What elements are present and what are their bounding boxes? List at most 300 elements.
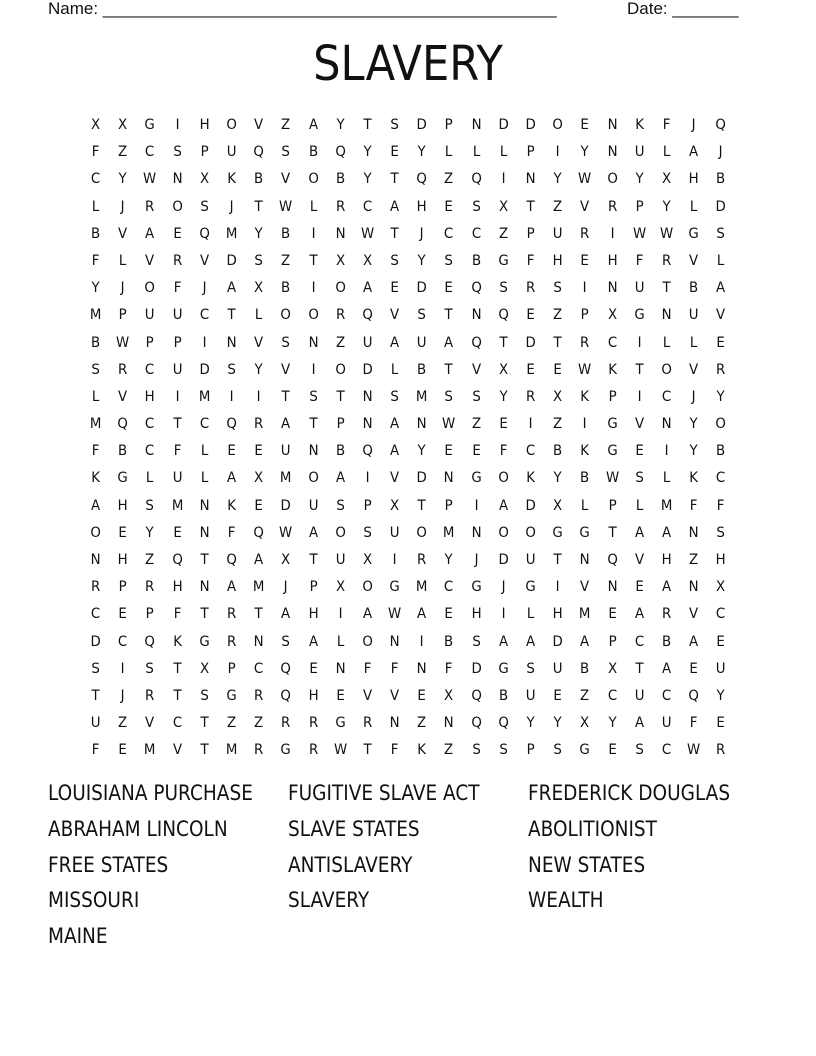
grid-letter[interactable]: L xyxy=(662,144,671,161)
grid-letter[interactable]: X xyxy=(199,171,209,188)
grid-letter[interactable]: Q xyxy=(470,171,482,188)
grid-letter[interactable]: J xyxy=(120,687,125,704)
grid-letter[interactable]: A xyxy=(362,606,373,623)
grid-letter[interactable]: E xyxy=(526,307,535,324)
grid-letter[interactable]: J xyxy=(691,388,696,405)
grid-letter[interactable]: O xyxy=(226,117,237,133)
grid-letter[interactable]: W xyxy=(143,171,157,188)
grid-letter[interactable]: N xyxy=(389,715,400,732)
grid-letter[interactable]: Y xyxy=(689,416,698,433)
grid-letter[interactable]: T xyxy=(200,715,209,732)
grid-letter[interactable]: C xyxy=(90,606,101,623)
grid-letter[interactable]: Q xyxy=(470,334,482,351)
grid-letter[interactable]: X xyxy=(335,252,345,269)
grid-letter[interactable]: E xyxy=(254,443,263,460)
grid-letter[interactable]: O xyxy=(416,524,428,541)
grid-letter[interactable]: S xyxy=(444,252,454,269)
grid-letter[interactable]: M xyxy=(579,606,591,623)
grid-letter[interactable]: T xyxy=(444,307,454,324)
grid-letter[interactable]: D xyxy=(498,117,509,133)
grid-letter[interactable]: E xyxy=(607,606,617,623)
grid-letter[interactable]: C xyxy=(444,579,454,596)
grid-letter[interactable]: V xyxy=(471,361,481,378)
grid-letter[interactable]: P xyxy=(445,117,454,133)
grid-letter[interactable]: A xyxy=(226,280,237,297)
grid-letter[interactable]: T xyxy=(417,497,426,514)
grid-letter[interactable]: Z xyxy=(471,416,481,433)
grid-letter[interactable]: X xyxy=(553,388,563,405)
grid-letter[interactable]: Y xyxy=(254,361,263,378)
grid-letter[interactable]: S xyxy=(471,388,481,405)
grid-letter[interactable]: G xyxy=(552,524,563,541)
grid-letter[interactable]: I xyxy=(392,552,397,568)
grid-letter[interactable]: R xyxy=(308,715,318,732)
grid-letter[interactable]: A xyxy=(498,497,508,514)
grid-letter[interactable]: P xyxy=(145,334,154,351)
grid-letter[interactable]: O xyxy=(171,198,183,215)
grid-letter[interactable]: S xyxy=(526,660,535,677)
grid-letter[interactable]: G xyxy=(389,579,400,596)
grid-letter[interactable]: N xyxy=(253,633,264,650)
grid-letter[interactable]: K xyxy=(607,361,617,378)
grid-letter[interactable]: K xyxy=(227,171,236,188)
grid-letter[interactable]: H xyxy=(416,198,427,215)
grid-letter[interactable]: P xyxy=(173,334,182,351)
grid-letter[interactable]: P xyxy=(118,307,127,324)
grid-letter[interactable]: T xyxy=(281,388,290,405)
grid-letter[interactable]: U xyxy=(552,225,563,242)
grid-letter[interactable]: L xyxy=(91,198,100,215)
grid-letter[interactable]: I xyxy=(555,144,560,161)
grid-letter[interactable]: N xyxy=(90,552,101,568)
grid-letter[interactable]: Q xyxy=(226,416,237,433)
grid-letter[interactable]: Y xyxy=(363,171,372,188)
grid-letter[interactable]: Z xyxy=(444,742,454,759)
grid-letter[interactable]: R xyxy=(308,742,318,759)
grid-letter[interactable]: V xyxy=(145,715,155,732)
grid-letter[interactable]: A xyxy=(91,497,101,514)
grid-letter[interactable]: Z xyxy=(118,144,128,161)
grid-letter[interactable]: O xyxy=(307,470,319,487)
grid-letter[interactable]: Z xyxy=(580,687,590,704)
grid-letter[interactable]: L xyxy=(119,252,127,269)
grid-letter[interactable]: S xyxy=(308,388,318,405)
grid-letter[interactable]: Q xyxy=(253,144,264,161)
grid-letter[interactable]: Z xyxy=(118,715,128,732)
grid-letter[interactable]: R xyxy=(417,552,427,568)
grid-letter[interactable]: N xyxy=(199,524,210,541)
date-field-label[interactable]: Date: _______ xyxy=(627,0,739,18)
grid-letter[interactable]: S xyxy=(471,633,481,650)
grid-letter[interactable]: F xyxy=(662,117,671,133)
grid-letter[interactable]: S xyxy=(417,307,427,324)
grid-letter[interactable]: J xyxy=(501,579,506,596)
grid-letter[interactable]: R xyxy=(607,198,617,215)
grid-letter[interactable]: Q xyxy=(280,660,292,677)
grid-letter[interactable]: T xyxy=(200,606,209,623)
grid-letter[interactable]: Q xyxy=(688,687,699,704)
grid-letter[interactable]: I xyxy=(202,334,207,351)
grid-letter[interactable]: R xyxy=(118,361,128,378)
grid-letter[interactable]: U xyxy=(525,687,536,704)
grid-letter[interactable]: T xyxy=(309,252,318,269)
grid-letter[interactable]: Q xyxy=(470,687,482,704)
grid-letter[interactable]: Y xyxy=(118,171,127,188)
grid-letter[interactable]: W xyxy=(659,225,674,242)
grid-letter[interactable]: G xyxy=(498,252,509,269)
grid-letter[interactable]: X xyxy=(118,117,128,133)
grid-letter[interactable]: I xyxy=(175,117,180,133)
grid-letter[interactable]: X xyxy=(362,552,373,568)
grid-letter[interactable]: C xyxy=(607,334,617,351)
grid-letter[interactable]: O xyxy=(606,171,618,188)
grid-letter[interactable]: C xyxy=(145,361,155,378)
grid-letter[interactable]: Y xyxy=(444,552,454,568)
grid-letter[interactable]: N xyxy=(471,524,482,541)
grid-letter[interactable]: Z xyxy=(553,198,563,215)
grid-letter[interactable]: T xyxy=(635,361,644,378)
grid-letter[interactable]: A xyxy=(634,524,644,541)
grid-letter[interactable]: L xyxy=(662,470,671,487)
grid-letter[interactable]: T xyxy=(526,198,535,215)
grid-letter[interactable]: G xyxy=(606,443,618,460)
grid-letter[interactable]: S xyxy=(471,742,481,759)
grid-letter[interactable]: H xyxy=(552,252,563,269)
grid-letter[interactable]: L xyxy=(390,361,399,378)
grid-letter[interactable]: Y xyxy=(553,171,562,188)
grid-letter[interactable]: S xyxy=(553,742,563,759)
grid-letter[interactable]: S xyxy=(635,742,644,759)
grid-letter[interactable]: R xyxy=(254,742,264,759)
grid-letter[interactable]: Z xyxy=(335,334,345,351)
grid-letter[interactable]: Q xyxy=(226,552,237,568)
grid-letter[interactable]: X xyxy=(580,715,590,732)
grid-letter[interactable]: Q xyxy=(470,715,482,732)
grid-letter[interactable]: S xyxy=(390,252,399,269)
grid-letter[interactable]: R xyxy=(172,252,182,269)
grid-letter[interactable]: G xyxy=(280,742,292,759)
grid-letter[interactable]: C xyxy=(199,416,210,433)
grid-letter[interactable]: F xyxy=(717,497,725,514)
grid-letter[interactable]: R xyxy=(362,715,373,732)
grid-letter[interactable]: L xyxy=(581,497,589,514)
grid-letter[interactable]: H xyxy=(607,252,618,269)
grid-letter[interactable]: E xyxy=(499,416,508,433)
grid-letter[interactable]: E xyxy=(172,524,182,541)
grid-letter[interactable]: S xyxy=(200,198,209,215)
grid-letter[interactable]: V xyxy=(390,307,400,324)
grid-letter[interactable]: G xyxy=(226,687,237,704)
grid-letter[interactable]: L xyxy=(254,307,263,324)
grid-letter[interactable]: K xyxy=(526,470,535,487)
grid-letter[interactable]: R xyxy=(281,715,291,732)
grid-letter[interactable]: U xyxy=(281,443,291,460)
grid-letter[interactable]: C xyxy=(362,198,373,215)
grid-letter[interactable]: N xyxy=(607,280,618,297)
grid-letter[interactable]: V xyxy=(580,579,590,596)
grid-letter[interactable]: G xyxy=(525,579,536,596)
grid-letter[interactable]: S xyxy=(499,280,508,297)
grid-letter[interactable]: V xyxy=(362,687,373,704)
grid-letter[interactable]: Z xyxy=(145,552,155,568)
grid-letter[interactable]: C xyxy=(525,443,536,460)
grid-letter[interactable]: U xyxy=(716,660,726,677)
grid-letter[interactable]: O xyxy=(144,280,156,297)
grid-letter[interactable]: J xyxy=(691,117,696,133)
grid-letter[interactable]: E xyxy=(553,687,562,704)
grid-letter[interactable]: R xyxy=(254,416,264,433)
grid-letter[interactable]: B xyxy=(308,144,318,161)
grid-letter[interactable]: U xyxy=(226,144,237,161)
grid-letter[interactable]: I xyxy=(637,334,642,351)
grid-letter[interactable]: P xyxy=(608,388,617,405)
grid-letter[interactable]: T xyxy=(444,361,454,378)
grid-letter[interactable]: M xyxy=(89,307,102,324)
grid-letter[interactable]: P xyxy=(336,416,345,433)
grid-letter[interactable]: H xyxy=(552,606,563,623)
grid-letter[interactable]: E xyxy=(716,715,726,732)
grid-letter[interactable]: D xyxy=(498,552,509,568)
grid-letter[interactable]: C xyxy=(661,742,672,759)
grid-letter[interactable]: N xyxy=(199,497,210,514)
grid-letter[interactable]: B xyxy=(91,225,101,242)
grid-letter[interactable]: J xyxy=(718,144,723,161)
grid-letter[interactable]: G xyxy=(579,524,591,541)
grid-letter[interactable]: Z xyxy=(444,171,454,188)
grid-letter[interactable]: F xyxy=(689,497,698,514)
grid-letter[interactable]: D xyxy=(471,660,482,677)
grid-letter[interactable]: W xyxy=(116,334,130,351)
grid-letter[interactable]: Z xyxy=(226,715,237,732)
grid-letter[interactable]: Q xyxy=(144,633,156,650)
grid-letter[interactable]: H xyxy=(172,579,183,596)
grid-letter[interactable]: L xyxy=(200,443,209,460)
grid-letter[interactable]: L xyxy=(526,606,535,623)
grid-letter[interactable]: W xyxy=(279,524,293,541)
grid-letter[interactable]: E xyxy=(553,361,562,378)
grid-letter[interactable]: F xyxy=(173,280,181,297)
grid-letter[interactable]: I xyxy=(120,660,125,677)
grid-letter[interactable]: U xyxy=(634,687,645,704)
grid-letter[interactable]: S xyxy=(390,388,399,405)
grid-letter[interactable]: U xyxy=(552,660,563,677)
grid-letter[interactable]: J xyxy=(474,552,479,568)
grid-letter[interactable]: B xyxy=(689,280,699,297)
grid-letter[interactable]: Q xyxy=(280,687,292,704)
grid-letter[interactable]: W xyxy=(632,225,646,242)
grid-letter[interactable]: P xyxy=(200,144,209,161)
grid-letter[interactable]: N xyxy=(525,171,536,188)
grid-letter[interactable]: U xyxy=(145,307,155,324)
grid-letter[interactable]: F xyxy=(499,443,508,460)
grid-letter[interactable]: I xyxy=(419,633,424,650)
grid-letter[interactable]: V xyxy=(281,361,291,378)
grid-letter[interactable]: H xyxy=(117,497,128,514)
grid-letter[interactable]: L xyxy=(472,144,480,161)
grid-letter[interactable]: C xyxy=(118,633,128,650)
grid-letter[interactable]: B xyxy=(471,252,481,269)
grid-letter[interactable]: T xyxy=(254,606,263,623)
grid-letter[interactable]: H xyxy=(117,552,128,568)
grid-letter[interactable]: A xyxy=(308,117,318,133)
grid-letter[interactable]: I xyxy=(338,606,343,623)
grid-letter[interactable]: Y xyxy=(553,470,562,487)
grid-letter[interactable]: N xyxy=(607,117,618,133)
grid-letter[interactable]: A xyxy=(689,144,699,161)
grid-letter[interactable]: C xyxy=(444,225,454,242)
grid-letter[interactable]: M xyxy=(225,742,238,759)
grid-letter[interactable]: I xyxy=(311,280,316,297)
grid-letter[interactable]: K xyxy=(91,470,100,487)
grid-letter[interactable]: B xyxy=(417,361,427,378)
grid-letter[interactable]: P xyxy=(526,742,535,759)
grid-letter[interactable]: R xyxy=(254,687,264,704)
grid-letter[interactable]: A xyxy=(226,579,237,596)
grid-letter[interactable]: L xyxy=(635,497,644,514)
grid-letter[interactable]: T xyxy=(635,660,644,677)
grid-letter[interactable]: B xyxy=(281,225,291,242)
grid-letter[interactable]: W xyxy=(578,361,592,378)
grid-letter[interactable]: P xyxy=(526,225,535,242)
grid-letter[interactable]: H xyxy=(199,117,210,133)
grid-letter[interactable]: X xyxy=(444,687,454,704)
grid-letter[interactable]: O xyxy=(525,524,536,541)
grid-letter[interactable]: A xyxy=(390,416,400,433)
grid-letter[interactable]: Y xyxy=(145,524,155,541)
grid-letter[interactable]: S xyxy=(635,470,644,487)
grid-letter[interactable]: E xyxy=(118,524,127,541)
grid-letter[interactable]: O xyxy=(362,579,373,596)
grid-letter[interactable]: I xyxy=(311,361,316,378)
grid-letter[interactable]: A xyxy=(281,416,291,433)
grid-letter[interactable]: C xyxy=(661,687,672,704)
grid-letter[interactable]: A xyxy=(145,225,155,242)
grid-letter[interactable]: F xyxy=(390,660,399,677)
grid-letter[interactable]: C xyxy=(634,633,645,650)
grid-letter[interactable]: A xyxy=(335,470,345,487)
grid-letter[interactable]: V xyxy=(199,252,209,269)
grid-letter[interactable]: P xyxy=(608,497,617,514)
grid-letter[interactable]: E xyxy=(716,633,726,650)
grid-letter[interactable]: N xyxy=(362,388,373,405)
grid-letter[interactable]: F xyxy=(173,606,181,623)
grid-letter[interactable]: R xyxy=(580,225,590,242)
grid-letter[interactable]: A xyxy=(308,633,318,650)
grid-letter[interactable]: K xyxy=(227,497,236,514)
grid-letter[interactable]: U xyxy=(308,497,318,514)
grid-letter[interactable]: N xyxy=(335,225,346,242)
grid-letter[interactable]: L xyxy=(91,388,100,405)
grid-letter[interactable]: E xyxy=(417,687,427,704)
grid-letter[interactable]: L xyxy=(309,198,317,215)
grid-letter[interactable]: M xyxy=(144,742,156,759)
grid-letter[interactable]: O xyxy=(335,280,346,297)
grid-letter[interactable]: R xyxy=(525,388,536,405)
grid-letter[interactable]: A xyxy=(281,606,291,623)
grid-letter[interactable]: Y xyxy=(608,715,617,732)
grid-letter[interactable]: U xyxy=(362,334,373,351)
grid-letter[interactable]: C xyxy=(716,606,726,623)
grid-letter[interactable]: L xyxy=(689,198,698,215)
grid-letter[interactable]: M xyxy=(198,388,211,405)
grid-letter[interactable]: E xyxy=(172,225,182,242)
grid-letter[interactable]: D xyxy=(226,252,237,269)
grid-letter[interactable]: Q xyxy=(498,715,509,732)
grid-letter[interactable]: Y xyxy=(417,144,426,161)
grid-letter[interactable]: L xyxy=(200,470,209,487)
grid-letter[interactable]: Y xyxy=(526,715,535,732)
grid-letter[interactable]: S xyxy=(172,144,182,161)
grid-letter[interactable]: M xyxy=(225,225,238,242)
grid-letter[interactable]: D xyxy=(416,280,427,297)
grid-letter[interactable]: A xyxy=(580,633,590,650)
grid-letter[interactable]: Q xyxy=(362,307,373,324)
grid-letter[interactable]: M xyxy=(660,497,673,514)
grid-letter[interactable]: U xyxy=(634,144,645,161)
grid-letter[interactable]: P xyxy=(580,307,589,324)
grid-letter[interactable]: V xyxy=(716,307,726,324)
grid-letter[interactable]: N xyxy=(416,416,427,433)
grid-letter[interactable]: J xyxy=(283,579,288,596)
grid-letter[interactable]: I xyxy=(582,280,587,297)
grid-letter[interactable]: R xyxy=(335,307,345,324)
grid-letter[interactable]: C xyxy=(199,307,210,324)
grid-letter[interactable]: J xyxy=(120,198,125,215)
grid-letter[interactable]: I xyxy=(664,443,669,460)
grid-letter[interactable]: Q xyxy=(470,280,482,297)
grid-letter[interactable]: S xyxy=(716,225,726,242)
grid-letter[interactable]: Y xyxy=(689,443,698,460)
grid-letter[interactable]: G xyxy=(117,470,128,487)
grid-letter[interactable]: S xyxy=(281,144,291,161)
grid-letter[interactable]: L xyxy=(717,252,725,269)
grid-letter[interactable]: O xyxy=(280,307,292,324)
grid-letter[interactable]: C xyxy=(607,687,617,704)
grid-letter[interactable]: X xyxy=(335,579,345,596)
grid-letter[interactable]: I xyxy=(175,388,180,405)
grid-letter[interactable]: R xyxy=(145,579,155,596)
grid-letter[interactable]: O xyxy=(498,470,509,487)
grid-letter[interactable]: Y xyxy=(417,252,426,269)
grid-letter[interactable]: Y xyxy=(716,388,725,405)
grid-letter[interactable]: Q xyxy=(335,144,346,161)
name-field-label[interactable]: Name: ________________________________________________ xyxy=(48,0,557,18)
grid-letter[interactable]: N xyxy=(688,524,699,541)
grid-letter[interactable]: F xyxy=(363,660,372,677)
grid-letter[interactable]: X xyxy=(390,497,400,514)
grid-letter[interactable]: Q xyxy=(498,307,509,324)
grid-letter[interactable]: E xyxy=(254,497,263,514)
grid-letter[interactable]: A xyxy=(634,715,644,732)
grid-letter[interactable]: E xyxy=(118,606,127,623)
grid-letter[interactable]: E xyxy=(444,606,454,623)
grid-letter[interactable]: E xyxy=(444,198,454,215)
grid-letter[interactable]: U xyxy=(172,307,183,324)
grid-letter[interactable]: B xyxy=(716,443,726,460)
grid-letter[interactable]: R xyxy=(226,606,237,623)
grid-letter[interactable]: X xyxy=(254,470,264,487)
grid-letter[interactable]: N xyxy=(661,307,672,324)
grid-letter[interactable]: N xyxy=(416,660,427,677)
grid-letter[interactable]: O xyxy=(661,361,672,378)
grid-letter[interactable]: S xyxy=(336,497,345,514)
grid-letter[interactable]: Z xyxy=(689,552,699,568)
grid-letter[interactable]: E xyxy=(689,660,698,677)
grid-letter[interactable]: V xyxy=(254,117,264,133)
grid-letter[interactable]: D xyxy=(280,497,292,514)
grid-letter[interactable]: T xyxy=(336,388,345,405)
grid-letter[interactable]: S xyxy=(281,334,291,351)
